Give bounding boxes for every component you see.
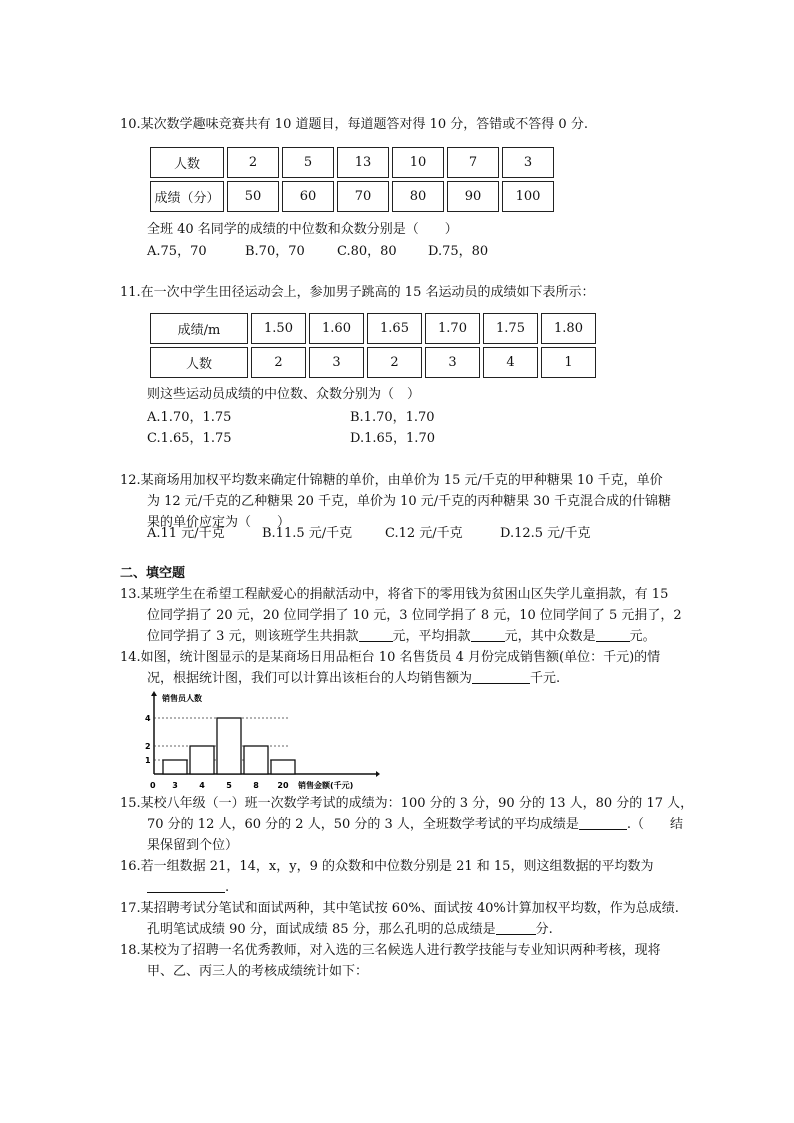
q11-cell: 2 xyxy=(251,347,306,378)
q15-line1: 15.某校八年级（一）班一次数学考试的成绩为：100 分的 3 分，90 分的 13 人，80 分的 17 人， xyxy=(120,796,694,811)
q11-cell: 1.70 xyxy=(425,313,480,344)
q11-row1-label: 成绩/m xyxy=(150,313,248,344)
answer-blank[interactable] xyxy=(359,627,393,642)
y-axis-label: 销售员人数 xyxy=(162,694,202,703)
q17-line1: 17.某招聘考试分笔试和面试两种，其中笔试按 60%、面试按 40%计算加权平均数，作为总成绩. xyxy=(120,901,679,916)
q10-cell: 100 xyxy=(502,181,554,212)
x-tick-label: 3 xyxy=(172,781,178,790)
q16-line1: 16.若一组数据 21，14，x，y，9 的众数和中位数分别是 21 和 15，则这组数据的平均数为 xyxy=(120,859,654,874)
q10-question: 全班 40 名同学的成绩的中位数和众数分别是（ ） xyxy=(147,222,458,237)
q11-option-a: A.1.70，1.75 xyxy=(147,410,232,425)
y-tick-label: 1 xyxy=(145,756,151,765)
q10-option-b: B.70，70 xyxy=(245,244,305,259)
q10-cell: 60 xyxy=(282,181,334,212)
q12-option-b: B.11.5 元/千克 xyxy=(262,526,353,541)
q13-line3 xyxy=(147,627,656,647)
q17-text-a: 孔明笔试成绩 90 分，面试成绩 85 分，那么孔明的总成绩是 xyxy=(147,922,496,937)
y-tick-label: 4 xyxy=(145,714,151,723)
q10-cell: 3 xyxy=(502,147,554,178)
q11-stem: 11.在一次中学生田径运动会上，参加男子跳高的 15 名运动员的成绩如下表所示： xyxy=(120,285,595,300)
q12-line3: 果的单价应定为（ ） xyxy=(147,515,291,530)
q15-line2 xyxy=(147,815,683,835)
q10-cell: 13 xyxy=(337,147,389,178)
q10-cell: 10 xyxy=(392,147,444,178)
q16-text: . xyxy=(225,880,230,895)
answer-blank[interactable] xyxy=(471,627,505,642)
q10-stem: 10.某次数学趣味竞赛共有 10 道题目，每道题答对得 10 分，答错或不答得 0 分. xyxy=(120,117,588,132)
q13-text-a: 位同学捐了 3 元，则该班学生共捐款 xyxy=(147,629,359,644)
q12-option-d: D.12.5 元/千克 xyxy=(500,526,591,541)
q11-option-b: B.1.70，1.70 xyxy=(350,410,435,425)
q13-text-d: 元。 xyxy=(629,629,656,644)
q14-line1: 14.如图，统计图显示的是某商场日用品柜台 10 名售货员 4 月份完成销售额(单位：千元)的情 xyxy=(120,650,661,665)
x-axis-arrow xyxy=(376,771,380,777)
q11-row2-label: 人数 xyxy=(150,347,248,378)
answer-blank[interactable] xyxy=(596,627,630,642)
bar xyxy=(271,760,295,774)
bar xyxy=(217,718,241,774)
q10-cell: 5 xyxy=(282,147,334,178)
x-axis-label: 销售金额(千元) xyxy=(298,781,354,790)
q11-cell: 1.80 xyxy=(541,313,596,344)
q15-text-b: .（ 结 xyxy=(626,817,684,832)
x-tick-label: 5 xyxy=(226,781,232,790)
q11-cell: 2 xyxy=(367,347,422,378)
q10-cell: 7 xyxy=(447,147,499,178)
q11-cell: 4 xyxy=(483,347,538,378)
q12-line2: 为 12 元/千克的乙种糖果 20 千克，单价为 10 元/千克的丙种糖果 30 千克混合成的什锦糖 xyxy=(147,494,671,509)
q13-text-c: 元，其中众数是 xyxy=(504,629,596,644)
q11-cell: 1.50 xyxy=(251,313,306,344)
q12-option-c: C.12 元/千克 xyxy=(385,526,463,541)
x-tick-label: 20 xyxy=(277,781,289,790)
q13-text-b: 元，平均捐款 xyxy=(392,629,471,644)
q10-cell: 2 xyxy=(227,147,279,178)
q18-line2: 甲、乙、丙三人的考核成绩统计如下： xyxy=(147,964,369,979)
section-title: 二、填空题 xyxy=(120,566,186,581)
q10-option-c: C.80，80 xyxy=(337,244,397,259)
q17-line2 xyxy=(147,920,553,940)
q11-cell: 1.60 xyxy=(309,313,364,344)
q15-line3: 果保留到个位） xyxy=(147,838,239,853)
q11-cell: 3 xyxy=(309,347,364,378)
q10-row1-label: 人数 xyxy=(150,147,224,178)
q10-cell: 90 xyxy=(447,181,499,212)
answer-blank[interactable] xyxy=(472,669,530,684)
q11-cell: 1.75 xyxy=(483,313,538,344)
q11-cell: 1.65 xyxy=(367,313,422,344)
sales-histogram xyxy=(140,690,380,795)
q12-line1: 12.某商场用加权平均数来确定什锦糖的单价，由单价为 15 元/千克的甲种糖果 10 千克，单价 xyxy=(120,473,663,488)
q13-line2: 位同学捐了 20 元，20 位同学捐了 10 元，3 位同学捐了 8 元，10 位同学间了 5 元捐了，2 xyxy=(147,608,682,623)
bar xyxy=(163,760,187,774)
q18-line1: 18.某校为了招聘一名优秀教师，对入选的三名候选人进行教学技能与专业知识两种考核，现将 xyxy=(120,943,661,958)
answer-blank[interactable] xyxy=(496,920,536,935)
q10-table xyxy=(147,144,557,215)
q17-text-b: 分. xyxy=(535,922,553,937)
q11-option-c: C.1.65，1.75 xyxy=(147,431,232,446)
q11-question: 则这些运动员成绩的中位数、众数分别为（ ） xyxy=(147,387,421,402)
q11-option-d: D.1.65，1.70 xyxy=(350,431,435,446)
q13-line1: 13.某班学生在希望工程献爱心的捐献活动中，将省下的零用钱为贫困山区失学儿童捐款，有 15 xyxy=(120,587,669,602)
y-axis-arrow xyxy=(151,691,157,696)
bar xyxy=(190,746,214,774)
q11-table xyxy=(147,310,599,381)
q11-cell: 3 xyxy=(425,347,480,378)
y-tick-label: 2 xyxy=(145,742,151,751)
x-tick-label: 8 xyxy=(253,781,259,790)
q14-line2 xyxy=(147,669,560,689)
q10-row2-label: 成绩（分） xyxy=(150,181,224,212)
q14-text-a: 况，根据统计图，我们可以计算出该柜台的人均销售额为 xyxy=(147,671,473,686)
q12-option-a: A.11 元/千克 xyxy=(147,526,225,541)
origin-label: 0 xyxy=(150,781,156,790)
bar xyxy=(244,746,268,774)
q11-cell: 1 xyxy=(541,347,596,378)
answer-blank[interactable] xyxy=(147,878,225,893)
answer-blank[interactable] xyxy=(579,815,627,830)
q10-option-d: D.75，80 xyxy=(428,244,489,259)
q14-text-b: 千元. xyxy=(530,671,561,686)
q10-cell: 80 xyxy=(392,181,444,212)
q15-text-a: 70 分的 12 人，60 分的 2 人，50 分的 3 人，全班数学考试的平均成绩是 xyxy=(147,817,579,832)
q16-line2 xyxy=(147,878,229,898)
q10-cell: 70 xyxy=(337,181,389,212)
x-tick-label: 4 xyxy=(199,781,205,790)
q10-option-a: A.75，70 xyxy=(147,244,207,259)
q10-cell: 50 xyxy=(227,181,279,212)
